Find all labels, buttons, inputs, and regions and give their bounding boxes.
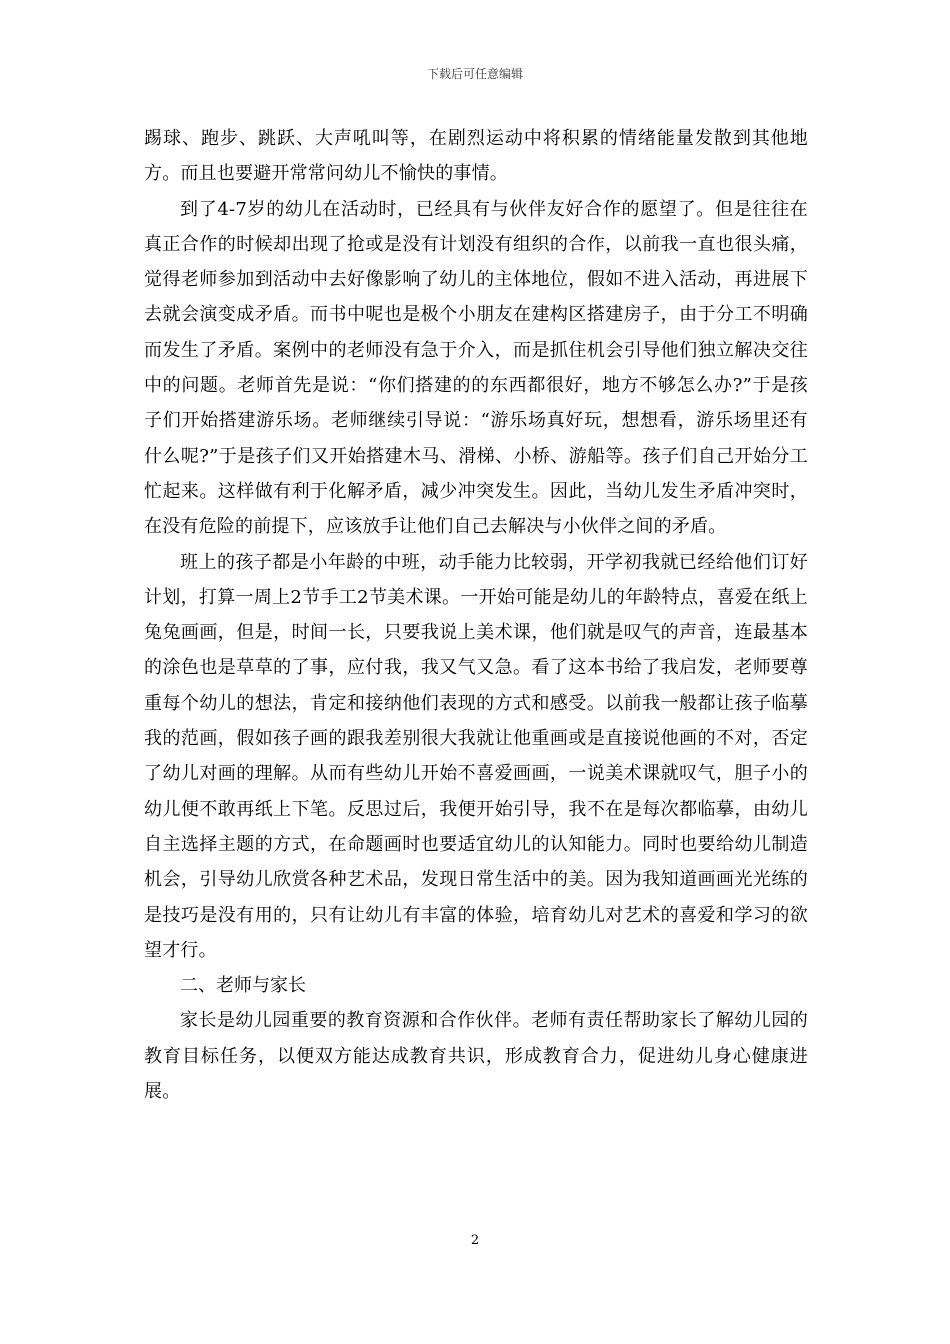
paragraph-parents: 家长是幼儿园重要的教育资源和合作伙伴。老师有责任帮助家长了解幼儿园的教育目标任务，以便双方能达成教育共识，形成教育合力，促进幼儿身心健康进展。: [144, 1010, 808, 1103]
page-header: 下载后可任意编辑: [426, 67, 523, 81]
document-body: [144, 121, 808, 1109]
paragraph-art-class: 班上的孩子都是小年龄的中班，动手能力比较弱，开学初我就已经给他们订好计划，打算一周上2节手工2节美术课。一开始可能是幼儿的年龄特点，喜爱在纸上兔兔画画，但是，时间一长，只要我说上美术课，他们就是叹气的声音，连最基本的涂色也是草草的了事，应付我，我又气又急。看了这本书给了我启发，老师要尊重每个幼儿的想法，肯定和接纳他们表现的方式和感受。以前我一般都让孩子临摹我的范画，假如孩子画的跟我差别很大我就让他重画或是直接说他画的不对，否定了幼儿对画的理解。从而有些幼儿开始不喜爱画画，一说美术课就叹气，胆子小的幼儿便不敢再纸上下笔。反思过后，我便开始引导，我不在是每次都临摹，由幼儿自主选择主题的方式，在命题画时也要适宜幼儿的认知能力。同时也要给幼儿制造机会，引导幼儿欣赏各种艺术品，发现日常生活中的美。因为我知道画画光光练的是技巧是没有用的，只有让幼儿有丰富的体验，培育幼儿对艺术的喜爱和学习的欲望才行。: [144, 551, 808, 961]
page-number: 2: [470, 1233, 480, 1248]
paragraph-continuation: 踢球、跑步、跳跃、大声吼叫等，在剧烈运动中将积累的情绪能量发散到其他地方。而且也要避开常常问幼儿不愉快的事情。: [144, 128, 808, 185]
paragraph-cooperation: 到了4-7岁的幼儿在活动时，已经具有与伙伴友好合作的愿望了。但是往往在真正合作的时候却出现了抢或是没有计划没有组织的合作，以前我一直也很头痛，觉得老师参加到活动中去好像影响了幼儿的主体地位，假如不进入活动，再进展下去就会演变成矛盾。而书中呢也是极个小朋友在建构区搭建房子，由于分工不明确而发生了矛盾。案例中的老师没有急于介入，而是抓住机会引导他们独立解决交往中的问题。老师首先是说：“你们搭建的的东西都很好，地方不够怎么办?”于是孩子们开始搭建游乐场。老师继续引导说：“游乐场真好玩，想想看，游乐场里还有什么呢?”于是孩子们又开始搭建木马、滑梯、小桥、游船等。孩子们自己开始分工忙起来。这样做有利于化解矛盾，减少冲突发生。因此，当幼儿发生矛盾冲突时，在没有危险的前提下，应该放手让他们自己去解决与小伙伴之间的矛盾。: [144, 198, 808, 538]
section-heading: 二、老师与家长: [180, 975, 306, 997]
